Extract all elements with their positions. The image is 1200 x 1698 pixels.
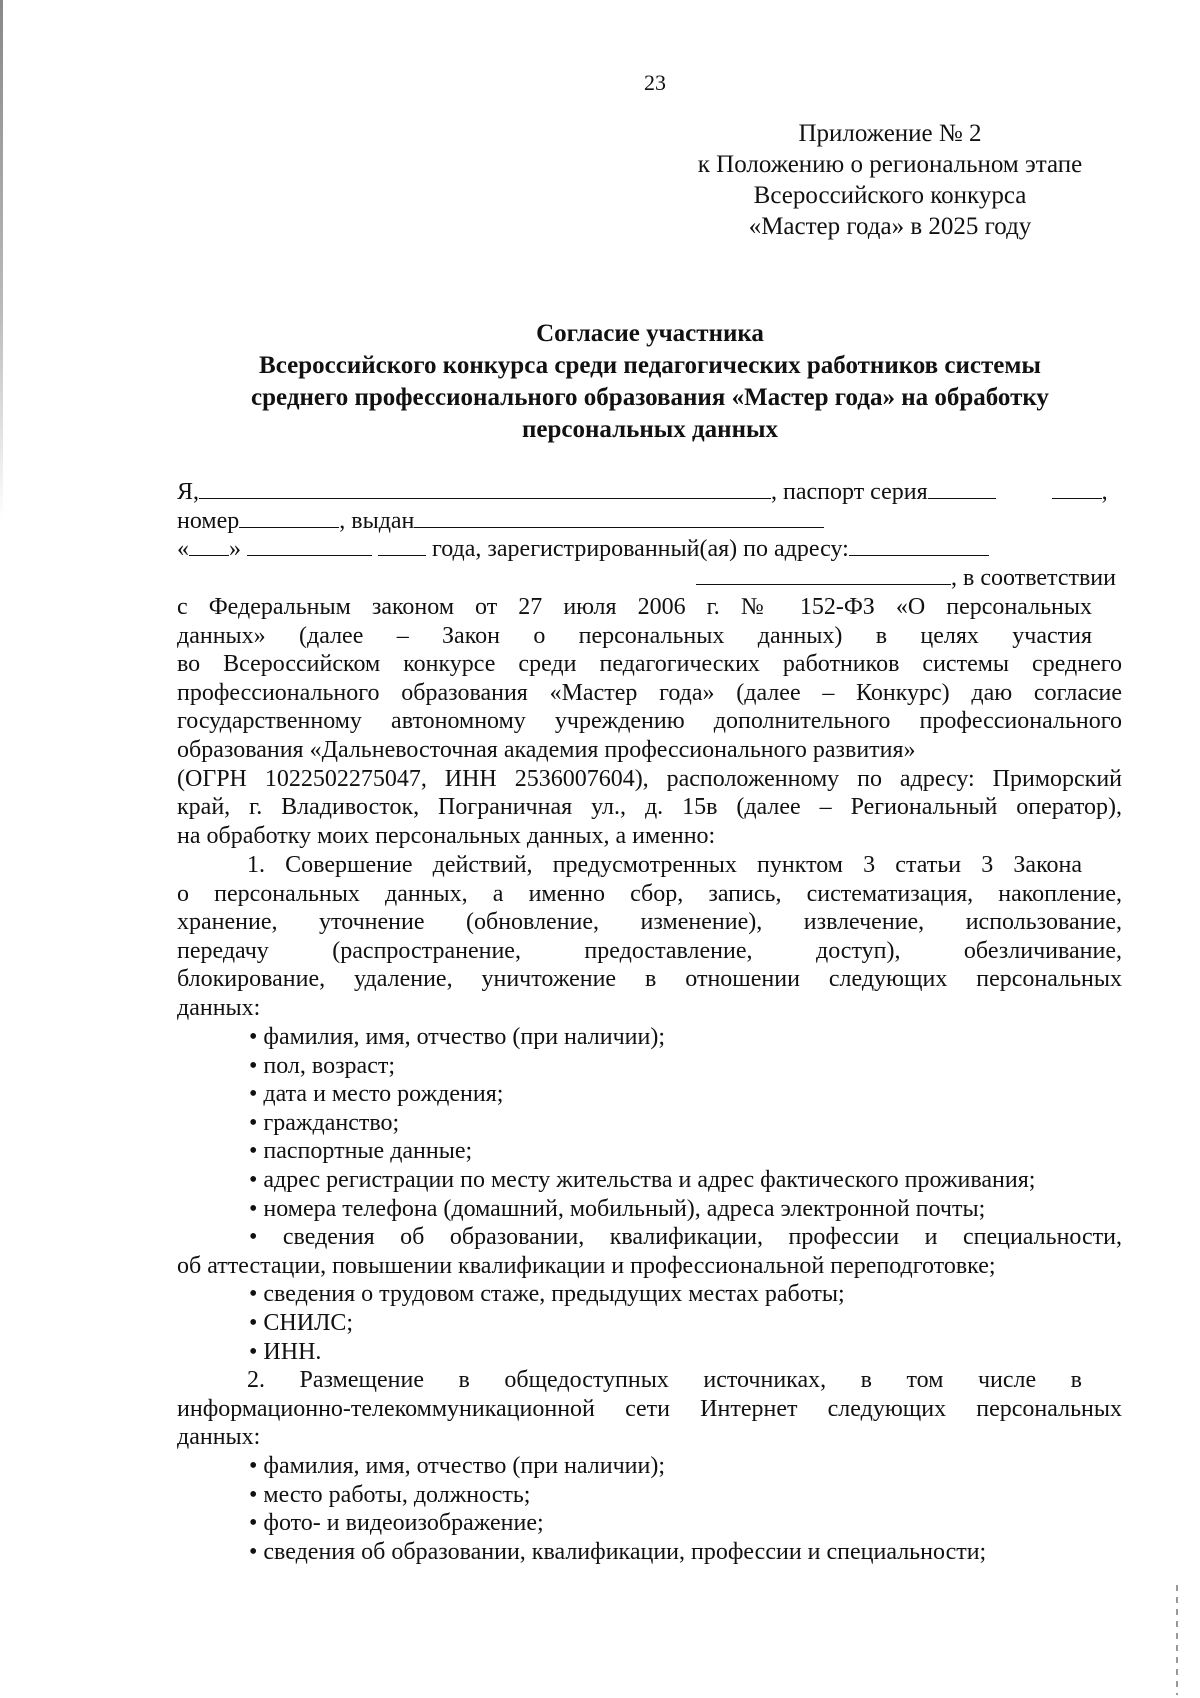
- intro-line: образования «Дальневосточная академия профессионального развития»: [177, 736, 916, 763]
- form-label-registered: года, зарегистрированный(ая) по адресу:: [432, 536, 849, 563]
- passport-series-blank-2[interactable]: [1052, 478, 1102, 499]
- list-item: • паспортные данные;: [249, 1138, 473, 1165]
- form-label-accordance: , в соответствии: [951, 564, 1116, 591]
- appendix-header: [660, 118, 1120, 242]
- quote-open: «: [177, 536, 189, 563]
- intro-line: данных» (далее – Закон о персональных данных) в целях участия: [177, 622, 1092, 649]
- title-line: Согласие участника: [536, 320, 764, 347]
- scan-edge-right: [1176, 1585, 1178, 1695]
- year-blank[interactable]: [378, 535, 426, 556]
- list-item: • фото- и видеоизображение;: [249, 1510, 544, 1537]
- passport-number-blank[interactable]: [239, 507, 339, 528]
- item1-line: блокирование, удаление, уничтожение в отношении следующих персональных: [177, 966, 1122, 993]
- list-item: • сведения о трудовом стаже, предыдущих местах работы;: [249, 1281, 845, 1308]
- form-label-ya: Я,: [177, 479, 200, 505]
- list-item: • фамилия, имя, отчество (при наличии);: [249, 1024, 665, 1050]
- title-line: персональных данных: [521, 416, 779, 443]
- list-item: • сведения об образовании, квалификации, профессии и специальности;: [249, 1538, 987, 1565]
- appendix-line: «Мастер года» в 2025 году: [748, 213, 1032, 240]
- appendix-line: Всероссийского конкурса: [753, 182, 1027, 209]
- intro-line: (ОГРН 1022502275047, ИНН 2536007604), расположенному по адресу: Приморский: [177, 765, 1122, 792]
- list-item: • гражданство;: [249, 1109, 400, 1136]
- form-label-nomer: номер: [177, 507, 240, 534]
- item-1: [177, 851, 1122, 1023]
- day-blank[interactable]: [189, 535, 229, 556]
- month-blank[interactable]: [247, 535, 372, 556]
- list-item: • место работы, должность;: [249, 1481, 531, 1508]
- form-line-accordance: [177, 564, 1122, 593]
- list-item: • номера телефона (домашний, мобильный), адреса электронной почты;: [249, 1195, 986, 1222]
- list-2: [177, 1452, 1122, 1566]
- intro-line: государственному автономному учреждению дополнительного профессионального: [177, 708, 1122, 735]
- intro-line: во Всероссийском конкурсе среди педагогических работников системы среднего: [177, 651, 1122, 678]
- item1-line: о персональных данных, а именно сбор, запись, систематизация, накопление,: [177, 880, 1122, 907]
- item-2: [177, 1366, 1122, 1452]
- list-item: • пол, возраст;: [249, 1052, 396, 1079]
- intro-line: профессионального образования «Мастер года» (далее – Конкурс) даю согласие: [177, 679, 1122, 706]
- item2-line: 2. Размещение в общедоступных источниках, в том числе в: [247, 1367, 1082, 1393]
- item1-line: хранение, уточнение (обновление, изменение), извлечение, использование,: [177, 909, 1122, 936]
- list-item: • СНИЛС;: [249, 1309, 354, 1336]
- form-label-passport-series: , паспорт серия: [771, 479, 928, 505]
- page-number: 23: [644, 70, 666, 95]
- list-item: • фамилия, имя, отчество (при наличии);: [249, 1453, 665, 1479]
- address-blank[interactable]: [849, 535, 989, 556]
- form-line-name: [177, 478, 1122, 507]
- form-comma: ,: [1101, 479, 1108, 505]
- item2-line: данных:: [177, 1424, 261, 1451]
- item1-line: передачу (распространение, предоставление, доступ), обезличивание,: [177, 937, 1122, 964]
- intro-line: край, г. Владивосток, Пограничная ул., д. 15в (далее – Региональный оператор),: [177, 794, 1122, 821]
- form-block: [177, 478, 1122, 592]
- name-blank-field[interactable]: [199, 478, 771, 499]
- form-line-number: [177, 507, 1122, 536]
- passport-series-blank[interactable]: [928, 478, 996, 499]
- list-item: • ИНН.: [249, 1338, 322, 1365]
- intro-paragraph: [177, 593, 1122, 850]
- document-title: [160, 318, 1140, 446]
- list-item: • сведения об образовании, квалификации, профессии и специальности,: [249, 1224, 1122, 1251]
- list-item: • адрес регистрации по месту жительства и адрес фактического проживания;: [249, 1166, 1036, 1193]
- item1-line: данных:: [177, 994, 261, 1021]
- intro-line: на обработку моих персональных данных, а именно:: [177, 822, 716, 849]
- quote-close: »: [229, 536, 241, 563]
- item2-line: информационно-телекоммуникационной сети Интернет следующих персональных: [177, 1395, 1122, 1422]
- address-blank-2[interactable]: [696, 564, 951, 585]
- list-1: [177, 1023, 1122, 1366]
- item1-line: 1. Совершение действий, предусмотренных пунктом 3 статьи 3 Закона: [247, 852, 1082, 878]
- form-label-vydan: , выдан: [339, 507, 415, 534]
- appendix-line: к Положению о региональном этапе: [697, 151, 1083, 178]
- list-item: • дата и место рождения;: [249, 1081, 504, 1108]
- title-line: Всероссийского конкурса среди педагогических работников системы: [259, 352, 1041, 379]
- intro-line: с Федеральным законом от 27 июля 2006 г. № 152-ФЗ «О персональных: [177, 594, 1092, 620]
- title-line: среднего профессионального образования «Мастер года» на обработку: [251, 384, 1049, 411]
- list-item-continued: об аттестации, повышении квалификации и профессиональной переподготовке;: [177, 1252, 996, 1279]
- form-line-date: [177, 535, 1122, 564]
- issued-by-blank[interactable]: [414, 507, 824, 528]
- appendix-line: Приложение № 2: [798, 120, 982, 147]
